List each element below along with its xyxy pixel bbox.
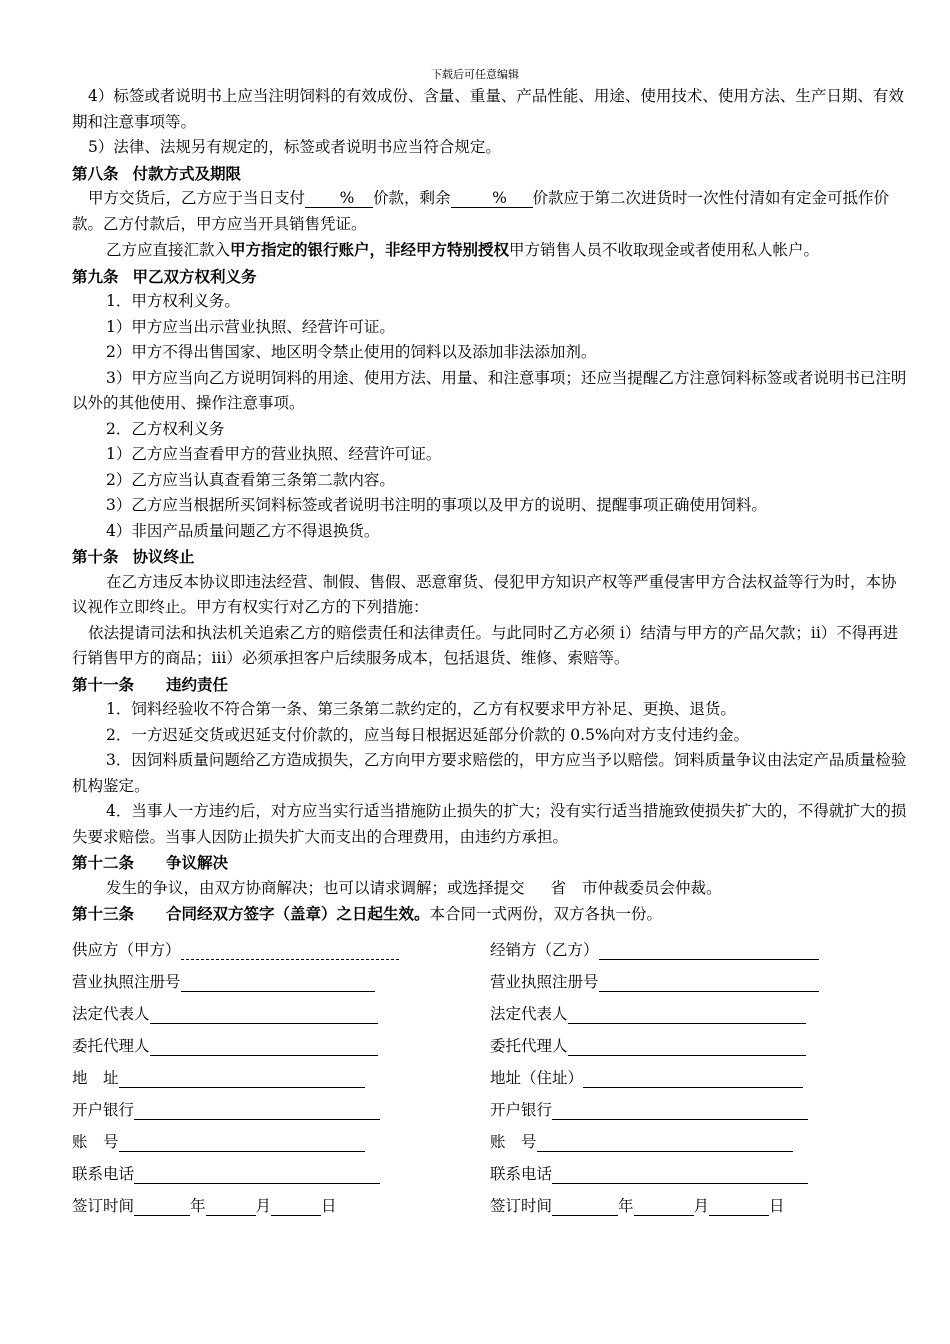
dealer-rep-label: 法定代表人 xyxy=(490,1005,568,1023)
month-label: 月 xyxy=(255,1197,272,1215)
supplier-field[interactable] xyxy=(181,941,399,960)
article-9-item: 4）非因产品质量问题乙方不得退换货。 xyxy=(106,521,380,540)
article-10-para-1: 在乙方违反本协议即违法经营、制假、售假、恶意窜货、侵犯甲方知识产权等严重侵害甲方合法权益等行为时，本协议视作立即终止。甲方有权实行对乙方的下列措施： xyxy=(72,572,897,616)
article-11-item: 2．一方迟延交货或迟延支付价款的，应当每日根据迟延部分价款的 0.5%向对方支付违约金。 xyxy=(106,725,750,744)
supplier-year-field[interactable] xyxy=(134,1197,190,1216)
dealer-day-field[interactable] xyxy=(709,1197,769,1216)
supplier-bank-label: 开户银行 xyxy=(72,1101,135,1119)
supplier-date-label: 签订时间 xyxy=(72,1197,135,1215)
dealer-account-field[interactable] xyxy=(537,1133,793,1152)
article-12-heading: 第十二条 争议解决 xyxy=(72,853,229,872)
supplier-account-label: 账 号 xyxy=(72,1133,119,1151)
article-12-para: 发生的争议，由双方协商解决；也可以请求调解；或选择提交 省 市仲裁委员会仲裁。 xyxy=(106,878,722,897)
supplier-phone-field[interactable] xyxy=(134,1165,380,1184)
day-label: 日 xyxy=(769,1197,785,1215)
pct-blank-1[interactable]: % xyxy=(305,189,373,208)
article-10-heading: 第十条 协议终止 xyxy=(72,547,195,566)
page-header: 下载后可任意编辑 xyxy=(431,68,519,81)
article-9-heading: 第九条 甲乙双方权利义务 xyxy=(72,266,257,286)
supplier-license-field[interactable] xyxy=(181,973,375,992)
clause-label-4: 4）标签或者说明书上应当注明饲料的有效成份、含量、重量、产品性能、用途、使用技术、使用方法、生产日期、有效期和注意事项等。 xyxy=(72,87,904,131)
day-label: 日 xyxy=(321,1197,337,1215)
supplier-agent-label: 委托代理人 xyxy=(72,1037,150,1055)
supplier-license-label: 营业执照注册号 xyxy=(72,973,181,991)
supplier-day-field[interactable] xyxy=(271,1197,321,1216)
article-11-item: 1．饲料经验收不符合第一条、第三条第二款约定的，乙方有权要求甲方补足、更换、退货。 xyxy=(106,700,736,718)
supplier-rep-field[interactable] xyxy=(150,1005,378,1024)
month-label: 月 xyxy=(693,1197,710,1215)
pct-blank-2[interactable]: % xyxy=(451,189,533,208)
dealer-field[interactable] xyxy=(599,941,819,960)
article-9-item: 3）甲方应当向乙方说明饲料的用途、使用方法、用量、和注意事项；还应当提醒乙方注意饲料标签或者说明书已注明以外的其他使用、操作注意事项。 xyxy=(72,368,907,412)
year-label: 年 xyxy=(190,1197,206,1215)
article-8-para-2: 乙方应直接汇款入甲方指定的银行账户，非经甲方特别授权甲方销售人员不收取现金或者使用私人帐户。 xyxy=(106,240,820,259)
dealer-address-field[interactable] xyxy=(583,1069,803,1088)
dealer-account-label: 账 号 xyxy=(490,1133,537,1151)
dealer-year-field[interactable] xyxy=(552,1197,618,1216)
dealer-date-label: 签订时间 xyxy=(490,1197,553,1215)
supplier-bank-field[interactable] xyxy=(134,1101,380,1120)
article-9-item: 3）乙方应当根据所买饲料标签或者说明书注明的事项以及甲方的说明、提醒事项正确使用饲料。 xyxy=(106,496,767,514)
supplier-agent-field[interactable] xyxy=(150,1037,378,1056)
article-8-para-1: 甲方交货后，乙方应于当日支付 % 价款，剩余 % 价款应于第二次进货时一次性付清如有定金可抵作价款。乙方付款后，甲方应当开具销售凭证。 xyxy=(72,189,890,233)
year-label: 年 xyxy=(618,1197,634,1215)
supplier-label: 供应方（甲方） xyxy=(72,941,181,959)
article-9-item: 1）甲方应当出示营业执照、经营许可证。 xyxy=(106,317,395,336)
article-9-item: 2．乙方权利义务 xyxy=(106,419,225,438)
dealer-agent-field[interactable] xyxy=(568,1037,806,1056)
supplier-address-field[interactable] xyxy=(119,1069,365,1088)
dealer-phone-field[interactable] xyxy=(552,1165,808,1184)
article-11-heading: 第十一条 违约责任 xyxy=(72,674,229,694)
supplier-account-field[interactable] xyxy=(119,1133,365,1152)
dealer-bank-field[interactable] xyxy=(552,1101,808,1120)
article-9-item: 2）甲方不得出售国家、地区明令禁止使用的饲料以及添加非法添加剂。 xyxy=(106,343,597,361)
article-9-item: 2）乙方应当认真查看第三条第二款内容。 xyxy=(106,470,395,489)
dealer-license-label: 营业执照注册号 xyxy=(490,973,599,991)
dealer-bank-label: 开户银行 xyxy=(490,1101,553,1119)
supplier-phone-label: 联系电话 xyxy=(72,1165,135,1183)
dealer-agent-label: 委托代理人 xyxy=(490,1037,568,1055)
dealer-rep-field[interactable] xyxy=(568,1005,806,1024)
dealer-label: 经销方（乙方） xyxy=(490,941,599,959)
dealer-license-field[interactable] xyxy=(599,973,819,992)
article-8-heading: 第八条 付款方式及期限 xyxy=(72,163,242,183)
article-9-item: 1．甲方权利义务。 xyxy=(106,292,240,310)
article-10-para-2: 依法提请司法和执法机关追索乙方的赔偿责任和法律责任。与此同时乙方必须 i）结清与甲方的产品欠款；ii）不得再进行销售甲方的商品；iii）必须承担客户后续服务成本，包括退货、维修、索赔等。 xyxy=(72,623,899,667)
article-13-heading: 第十三条 合同经双方签字（盖章）之日起生效。本合同一式两份，双方各执一份。 xyxy=(72,904,663,923)
signature-block xyxy=(72,928,908,1216)
article-11-item: 3．因饲料质量问题给乙方造成损失，乙方向甲方要求赔偿的，甲方应当予以赔偿。饲料质量争议由法定产品质量检验机构鉴定。 xyxy=(72,751,907,795)
supplier-month-field[interactable] xyxy=(206,1197,256,1216)
dealer-month-field[interactable] xyxy=(634,1197,694,1216)
article-9-item: 1）乙方应当查看甲方的营业执照、经营许可证。 xyxy=(106,445,442,463)
clause-label-5: 5）法律、法规另有规定的，标签或者说明书应当符合规定。 xyxy=(88,138,501,156)
dealer-address-label: 地址（住址） xyxy=(490,1069,584,1087)
article-11-item: 4．当事人一方违约后，对方应当实行适当措施防止损失的扩大；没有实行适当措施致使损失扩大的，不得就扩大的损失要求赔偿。当事人因防止损失扩大而支出的合理费用，由违约方承担。 xyxy=(72,802,907,846)
dealer-phone-label: 联系电话 xyxy=(490,1165,553,1183)
supplier-address-label: 地 址 xyxy=(72,1069,119,1087)
supplier-rep-label: 法定代表人 xyxy=(72,1005,150,1023)
contract-body xyxy=(72,64,908,928)
